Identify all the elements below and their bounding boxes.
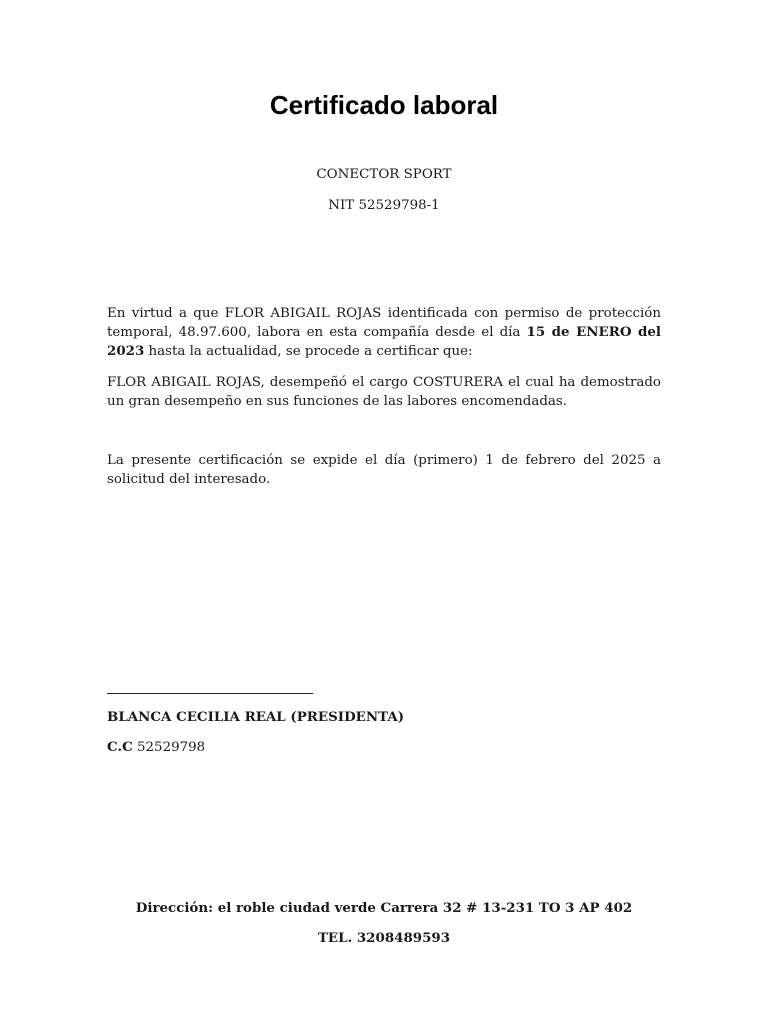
paragraph-issue-date: La presente certificación se expide el día (primero) 1 de febrero del 2025 a solicitud del interesado. bbox=[107, 453, 661, 487]
signature-line bbox=[107, 693, 313, 694]
company-name: CONECTOR SPORT bbox=[316, 167, 452, 182]
document-title: Certificado laboral bbox=[269, 90, 499, 120]
footer-address: Dirección: el roble ciudad verde Carrera 32 # 13-231 TO 3 AP 402 bbox=[135, 900, 633, 916]
start-date: 15 de ENERO del 2023 bbox=[107, 324, 661, 359]
signer-id-label: C.C bbox=[107, 739, 133, 755]
paragraph-role: FLOR ABIGAIL ROJAS, desempeñó el cargo COSTURERA el cual ha demostrado un gran desempeño en sus funciones de las labores encomendadas. bbox=[107, 375, 661, 409]
footer-phone: TEL. 3208489593 bbox=[317, 930, 451, 946]
signer-id-number: 52529798 bbox=[132, 740, 206, 755]
paragraph-employment bbox=[107, 304, 661, 361]
signer-name: BLANCA CECILIA REAL (PRESIDENTA) bbox=[107, 709, 405, 725]
paragraph-employment-outro: hasta la actualidad, se procede a certificar que: bbox=[144, 344, 473, 359]
paragraph-employment-intro: En virtud a que FLOR ABIGAIL ROJAS identificada con permiso de protección temporal, 48.97.600, labora en esta compañía desde el día bbox=[107, 306, 661, 340]
signer-id bbox=[107, 739, 205, 755]
company-nit: NIT 52529798-1 bbox=[328, 198, 440, 213]
